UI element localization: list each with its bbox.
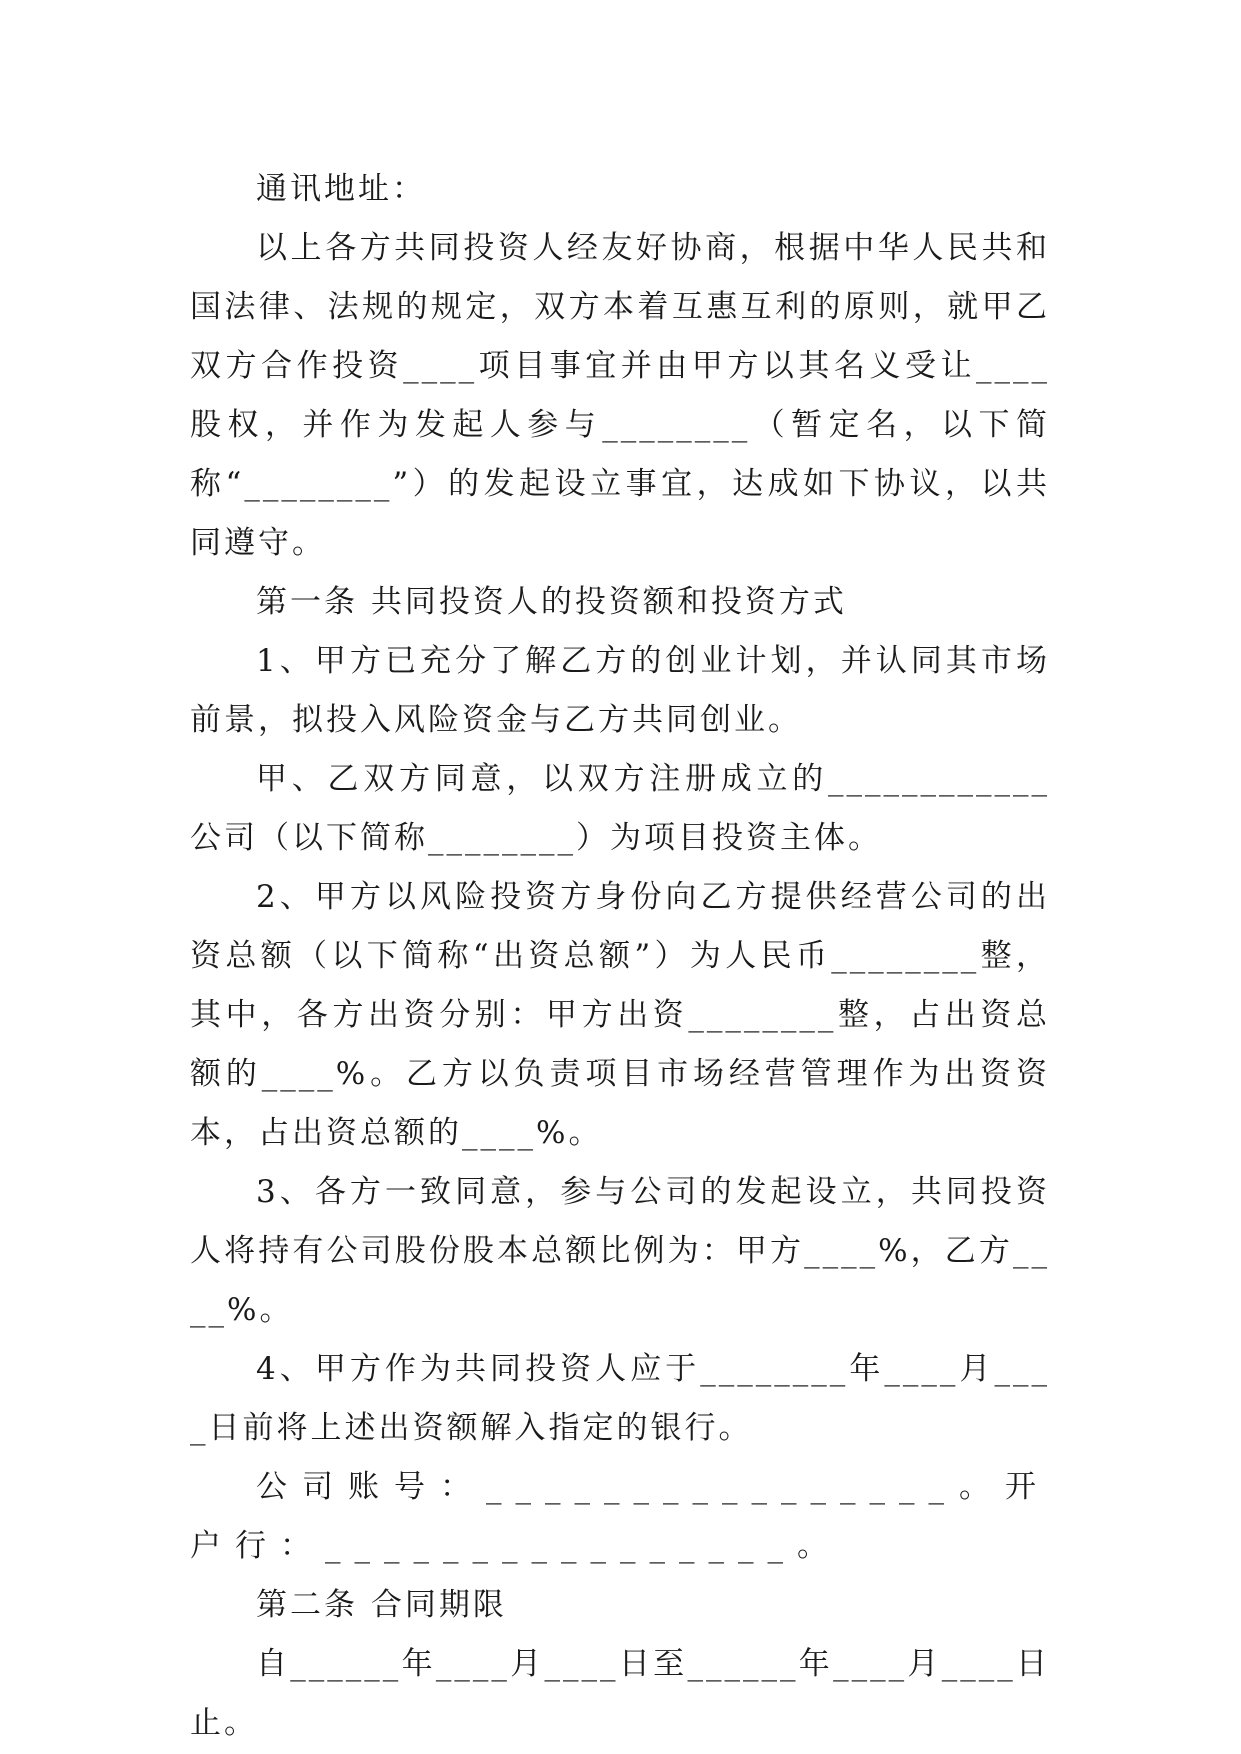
paragraph-clause-3: 3、各方一致同意，参与公司的发起设立，共同投资人将持有公司股份股本总额比例为：甲方____%，乙方____%。 xyxy=(190,1174,1050,1328)
paragraph-mailing-address: 通讯地址： xyxy=(256,171,426,207)
paragraph-contract-term: 自______年____月____日至______年____月____日止。 xyxy=(190,1646,1050,1741)
paragraph-company-agreement: 甲、乙双方同意，以双方注册成立的____________公司（以下简称________）为项目投资主体。 xyxy=(190,761,1050,856)
paragraph-preamble: 以上各方共同投资人经友好协商，根据中华人民共和国法律、法规的规定，双方本着互惠互利的原则，就甲乙双方合作投资____项目事宜并由甲方以其名义受让____股权，并作为发起人参与________（暂定名，以下简称“________”）的发起设立事宜，达成如下协议，以共同遵守。 xyxy=(190,230,1050,561)
paragraph-clause-1: 1、甲方已充分了解乙方的创业计划，并认同其市场前景，拟投入风险资金与乙方共同创业。 xyxy=(190,643,1050,738)
heading-article-1: 第一条 共同投资人的投资额和投资方式 xyxy=(256,584,847,620)
heading-article-2: 第二条 合同期限 xyxy=(256,1587,507,1623)
document-page xyxy=(190,160,1050,1753)
paragraph-clause-2: 2、甲方以风险投资方身份向乙方提供经营公司的出资总额（以下简称“出资总额”）为人民币________整，其中，各方出资分别：甲方出资________整，占出资总额的____%。乙方以负责项目市场经营管理作为出资资本，占出资总额的____%。 xyxy=(190,879,1050,1151)
paragraph-bank-account: 公司账号：________________。开户行：________________。 xyxy=(190,1469,1050,1564)
paragraph-clause-4: 4、甲方作为共同投资人应于________年____月____日前将上述出资额解入指定的银行。 xyxy=(190,1351,1050,1446)
